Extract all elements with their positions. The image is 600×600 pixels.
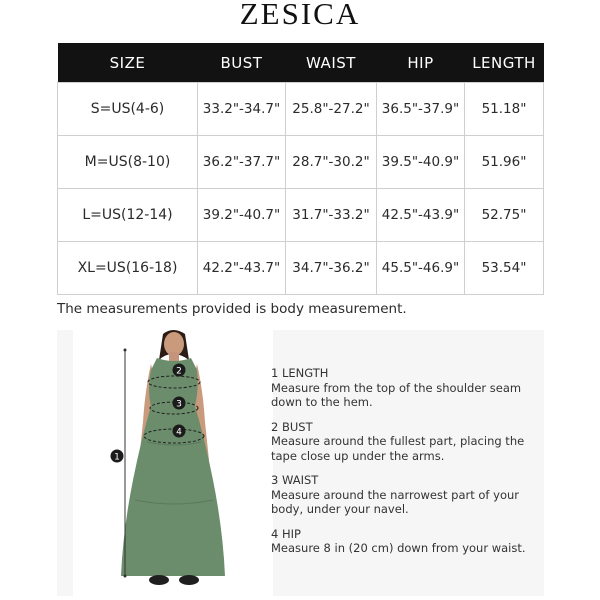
marker-waist (173, 397, 186, 410)
dress-body (121, 358, 225, 576)
cell-size: S=US(4-6) (58, 83, 198, 136)
header-waist: WAIST (286, 43, 377, 83)
measurement-guide-panel (57, 330, 544, 596)
cell-bust: 42.2"-43.7" (198, 242, 286, 295)
instruction-heading: 4 HIP (271, 526, 301, 541)
cell-bust: 33.2"-34.7" (198, 83, 286, 136)
instruction-heading: 2 BUST (271, 419, 313, 434)
cell-hip: 42.5"-43.9" (377, 189, 465, 242)
header-length: LENGTH (465, 43, 544, 83)
model-figure (73, 330, 273, 596)
cell-size: M=US(8-10) (58, 136, 198, 189)
cell-length: 52.75" (465, 189, 544, 242)
table-header-row (58, 43, 544, 83)
marker-hip-label: 4 (176, 427, 182, 438)
marker-bust-label: 2 (176, 366, 182, 377)
instruction-hip (271, 527, 541, 556)
instruction-text: Measure around the fullest part, placing the tape close up under the arms. (271, 434, 525, 463)
marker-length (111, 450, 124, 463)
cell-bust: 36.2"-37.7" (198, 136, 286, 189)
cell-waist: 25.8"-27.2" (286, 83, 377, 136)
marker-bust (173, 364, 186, 377)
cell-size: L=US(12-14) (58, 189, 198, 242)
cell-hip: 45.5"-46.9" (377, 242, 465, 295)
cell-waist: 31.7"-33.2" (286, 189, 377, 242)
cell-length: 51.18" (465, 83, 544, 136)
instruction-length (271, 366, 541, 410)
header-hip: HIP (377, 43, 465, 83)
neck-shape (169, 352, 179, 362)
cell-hip: 39.5"-40.9" (377, 136, 465, 189)
instruction-bust (271, 420, 541, 464)
right-shoe (179, 575, 199, 585)
table-row (58, 242, 544, 295)
table-row (58, 136, 544, 189)
cell-length: 53.54" (465, 242, 544, 295)
size-chart-table (57, 43, 544, 295)
header-bust: BUST (198, 43, 286, 83)
marker-hip (173, 425, 186, 438)
instruction-heading: 1 LENGTH (271, 366, 329, 380)
left-shoe (149, 575, 169, 585)
length-line-bottom (124, 575, 127, 578)
cell-bust: 39.2"-40.7" (198, 189, 286, 242)
instruction-text: Measure around the narrowest part of your body, under your navel. (271, 487, 519, 516)
instruction-text: Measure 8 in (20 cm) down from your waist. (271, 541, 526, 555)
measurement-instructions (271, 366, 541, 566)
cell-waist: 28.7"-30.2" (286, 136, 377, 189)
measurement-note: The measurements provided is body measurement. (57, 301, 407, 317)
marker-length-label: 1 (114, 452, 120, 463)
dress-illustration (73, 330, 273, 596)
header-size: SIZE (58, 43, 198, 83)
marker-waist-label: 3 (176, 399, 182, 410)
table-row (58, 189, 544, 242)
brand-logo: ZESICA (239, 0, 361, 31)
instruction-heading: 3 WAIST (271, 473, 319, 487)
cell-length: 51.96" (465, 136, 544, 189)
cell-waist: 34.7"-36.2" (286, 242, 377, 295)
cell-size: XL=US(16-18) (58, 242, 198, 295)
cell-hip: 36.5"-37.9" (377, 83, 465, 136)
length-line-top (124, 349, 127, 352)
instruction-text: Measure from the top of the shoulder seam down to the hem. (271, 380, 522, 409)
table-row (58, 83, 544, 136)
instruction-waist (271, 473, 541, 517)
